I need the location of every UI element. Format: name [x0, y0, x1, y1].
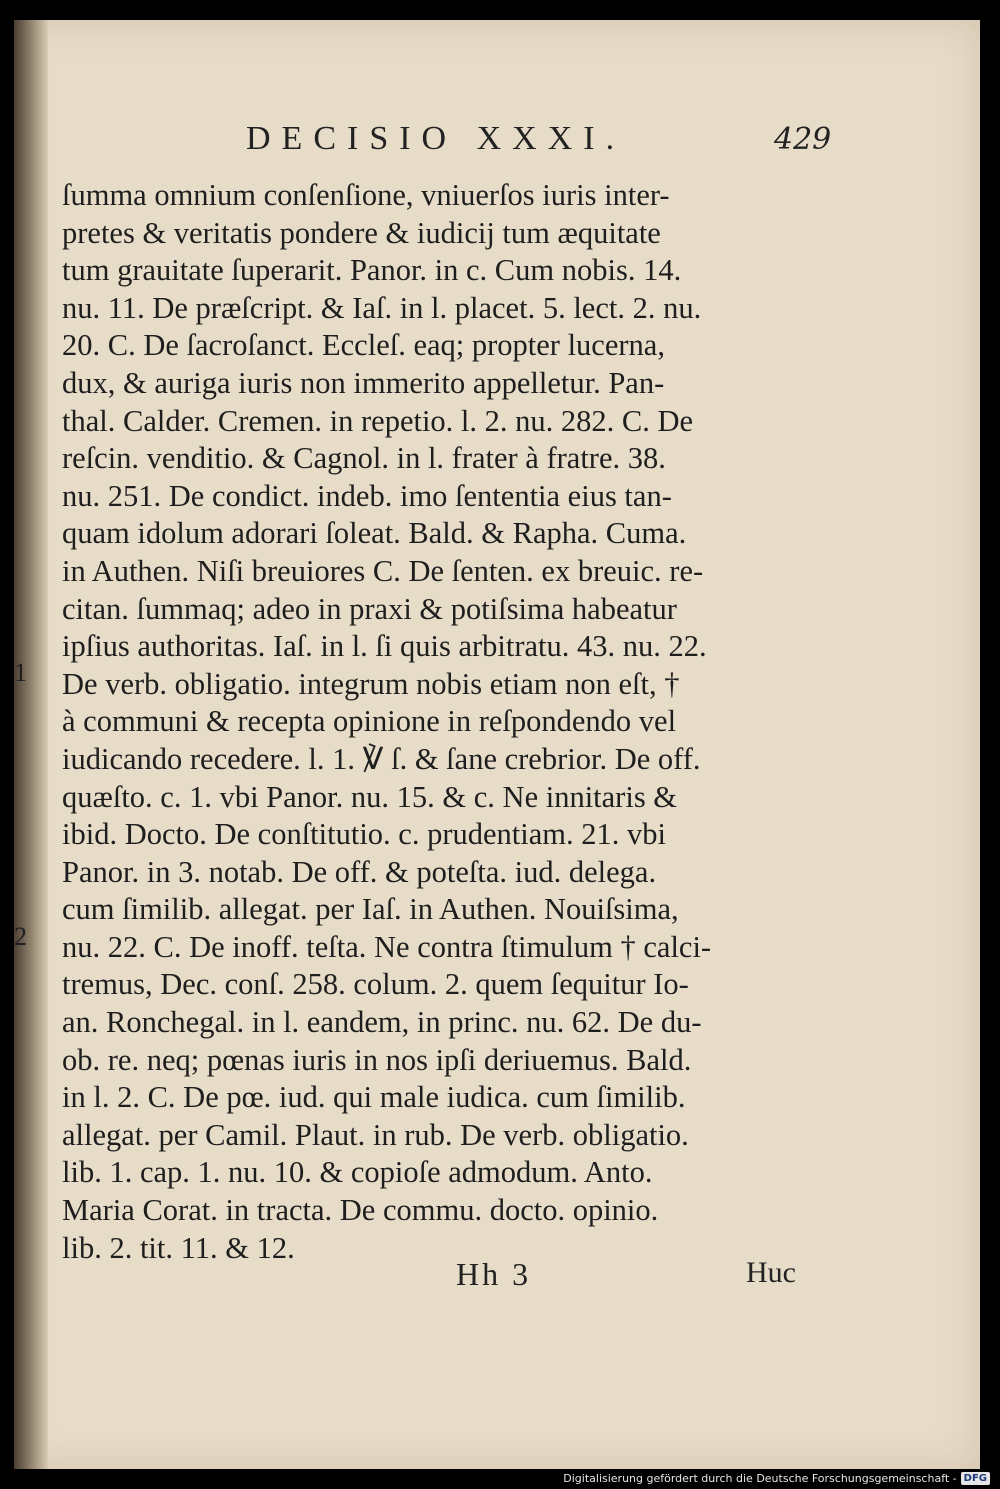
text-line: citan. ſummaq; adeo in praxi & potiſsima habeatur	[62, 591, 677, 626]
text-line: iudicando recedere. l. 1. ℣ ſ. & ſane crebrior. De off.	[62, 741, 701, 776]
text-line: in Authen. Niſi breuiores C. De ſenten. ex breuic. re-	[62, 553, 704, 588]
digitization-footer	[563, 1469, 990, 1487]
text-line: Maria Corat. in tracta. De commu. docto. opinio.	[62, 1193, 659, 1228]
text-line: quam idolum adorari ſoleat. Bald. & Rapha. Cuma.	[62, 516, 687, 551]
text-line: quæſto. c. 1. vbi Panor. nu. 15. & c. Ne innitaris &	[62, 779, 678, 814]
text-line: cum ſimilib. allegat. per Iaſ. in Authen. Nouiſsima,	[62, 892, 679, 927]
page-header	[14, 108, 980, 168]
body-text	[62, 177, 852, 1267]
text-line: ipſius authoritas. Iaſ. in l. ſi quis arbitratu. 43. nu. 22.	[62, 629, 707, 664]
catchword: Huc	[746, 1256, 796, 1289]
text-line: thal. Calder. Cremen. in repetio. l. 2. nu. 282. C. De	[62, 403, 694, 438]
text-line: dux, & auriga iuris non immerito appelletur. Pan-	[62, 365, 665, 400]
running-title: DECISIO XXXI.	[246, 120, 626, 157]
text-line: 20. C. De ſacroſanct. Eccleſ. eaq; propter lucerna,	[62, 328, 665, 363]
text-line: tremus, Dec. conſ. 258. colum. 2. quem ſequitur Io-	[62, 967, 689, 1002]
footer-credit: Digitalisierung gefördert durch die Deutsche Forschungsgemeinschaft -	[563, 1471, 957, 1485]
text-line: à communi & recepta opinione in reſpondendo vel	[62, 704, 677, 739]
text-line: an. Ronchegal. in l. eandem, in princ. nu. 62. De du-	[62, 1005, 702, 1040]
text-line: nu. 22. C. De inoff. teſta. Ne contra ſtimulum † calci-	[62, 929, 712, 964]
marginal-note-2: 2	[14, 922, 27, 951]
text-line: reſcin. venditio. & Cagnol. in l. frater à fratre. 38.	[62, 441, 666, 476]
text-line: ob. re. neq; pœnas iuris in nos ipſi deriuemus. Bald.	[62, 1042, 692, 1077]
text-line: ibid. Docto. De conſtitutio. c. prudentiam. 21. vbi	[62, 817, 666, 852]
signature-mark: Hh 3	[456, 1256, 532, 1292]
text-line: lib. 1. cap. 1. nu. 10. & copioſe admodum. Anto.	[62, 1155, 653, 1190]
text-line: Panor. in 3. notab. De off. & poteſta. iud. delega.	[62, 854, 657, 889]
text-line: tum grauitate ſuperarit. Panor. in c. Cum nobis. 14.	[62, 253, 682, 288]
text-line: allegat. per Camil. Plaut. in rub. De verb. obligatio.	[62, 1117, 689, 1152]
page-gutter-shadow	[14, 20, 48, 1469]
marginal-note-1: 1	[14, 658, 27, 687]
text-line: nu. 251. De condict. indeb. imo ſententia eius tan-	[62, 478, 672, 513]
dfg-logo-icon: DFG	[961, 1472, 990, 1485]
text-line: in l. 2. C. De pœ. iud. qui male iudica. cum ſimilib.	[62, 1080, 686, 1115]
book-page	[14, 20, 980, 1469]
text-line: ſumma omnium conſenſione, vniuerſos iuris inter-	[62, 178, 670, 212]
text-line: nu. 11. De præſcript. & Iaſ. in l. placet. 5. lect. 2. nu.	[62, 290, 702, 325]
text-line: pretes & veritatis pondere & iudicij tum æquitate	[62, 215, 661, 250]
text-line: De verb. obligatio. integrum nobis etiam non eſt, †	[62, 666, 680, 701]
folio-number: 429	[774, 122, 832, 157]
text-line: lib. 2. tit. 11. & 12.	[62, 1230, 295, 1265]
